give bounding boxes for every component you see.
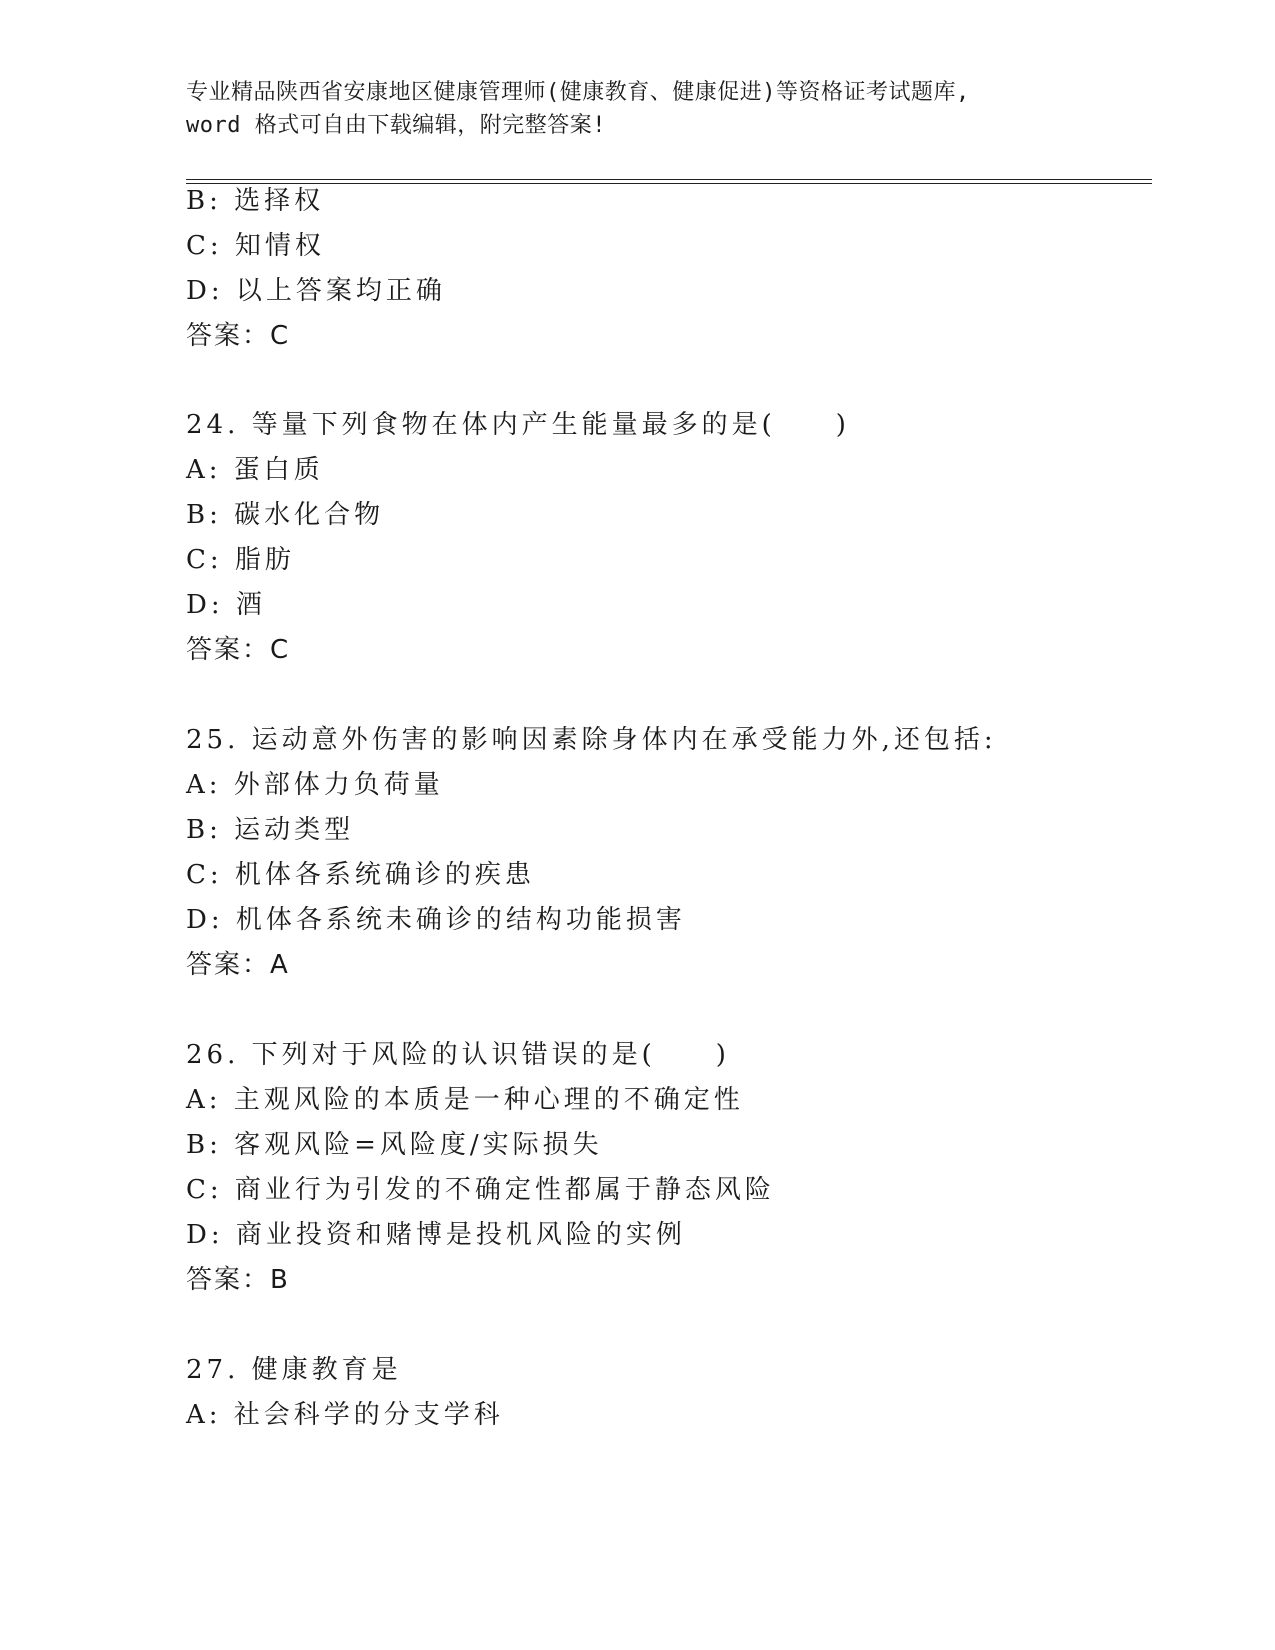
q25-option-a: A: 外部体力负荷量 [186,770,444,800]
q26-option-a: A: 主观风险的本质是一种心理的不确定性 [186,1085,744,1115]
q23-option-d: D: 以上答案均正确 [186,276,446,306]
q23-answer: 答案：C [186,321,291,351]
document-header [186,76,1066,142]
q25-option-b: B: 运动类型 [186,815,355,845]
q24-answer: 答案：C [186,635,291,665]
q27-stem: 27. 健康教育是 [186,1355,402,1385]
q26-stem: 26. 下列对于风险的认识错误的是( ) [186,1040,730,1070]
q24-option-c: C: 脂肪 [186,545,295,575]
q23-option-b: B: 选择权 [186,186,325,216]
q26-option-c: C: 商业行为引发的不确定性都属于静态风险 [186,1175,775,1205]
q24-option-a: A: 蛋白质 [186,455,324,485]
q25-answer: 答案：A [186,950,290,980]
q25-stem: 25. 运动意外伤害的影响因素除身体内在承受能力外,还包括: [186,725,997,755]
header-title-line-2: word 格式可自由下载编辑，附完整答案! [186,113,606,138]
q25-option-c: C: 机体各系统确诊的疾患 [186,860,535,890]
q26-option-b: B: 客观风险=风险度/实际损失 [186,1130,603,1160]
q24-option-b: B: 碳水化合物 [186,500,385,530]
header-divider-top [186,179,1152,180]
q24-stem: 24. 等量下列食物在体内产生能量最多的是( ) [186,410,850,440]
q27-option-a: A: 社会科学的分支学科 [186,1400,504,1430]
q26-answer: 答案：B [186,1265,290,1295]
q26-option-d: D: 商业投资和赌博是投机风险的实例 [186,1220,686,1250]
header-divider-bottom [186,183,1152,184]
q25-option-d: D: 机体各系统未确诊的结构功能损害 [186,905,686,935]
q23-option-c: C: 知情权 [186,231,325,261]
q24-option-d: D: 酒 [186,590,266,620]
header-title-line-1: 专业精品陕西省安康地区健康管理师(健康教育、健康促进)等资格证考试题库, [186,80,970,105]
